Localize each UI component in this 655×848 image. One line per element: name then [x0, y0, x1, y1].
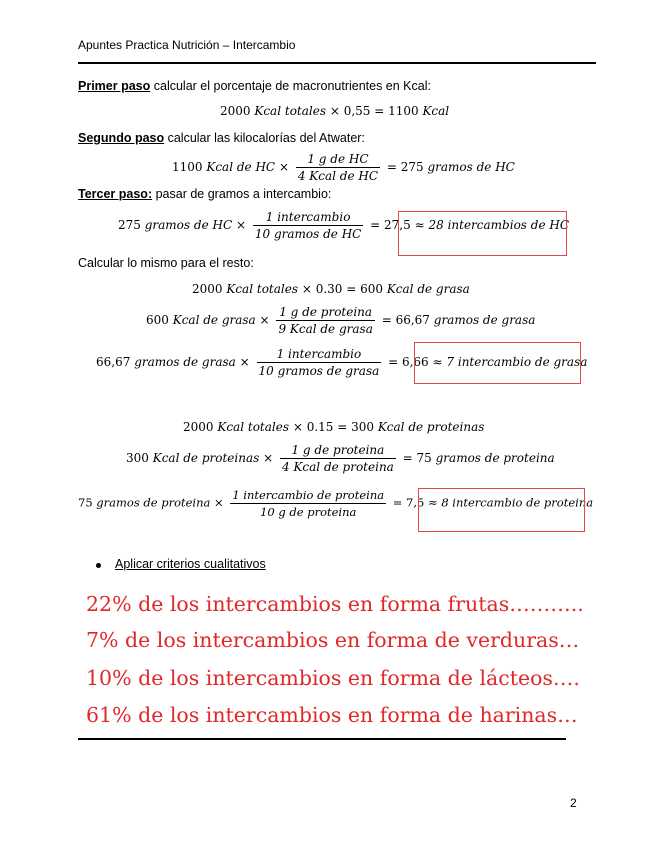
fraction-numerator: 1 intercambio [253, 210, 363, 226]
rest-intro: Calcular lo mismo para el resto: [78, 256, 254, 270]
fraction-numerator: 1 intercambio de proteina [232, 488, 385, 502]
eq-fraction [253, 210, 363, 241]
eq-value: 600 [146, 313, 169, 327]
eq-operator: × 0.15 = 300 [292, 420, 375, 434]
eq-value: 75 [78, 495, 93, 510]
eq-operator: × [263, 451, 274, 465]
eq-unit: gramos de HC [144, 218, 233, 232]
step1-line [78, 79, 431, 93]
eq-approx: ≈ [432, 355, 443, 369]
eq-result: gramos de grasa [433, 313, 536, 327]
eq-value: 2000 [192, 282, 223, 296]
eq-value: 300 [126, 451, 149, 465]
fraction-denominator: 4 Kcal de HC [297, 169, 379, 183]
eq-operator: × [278, 160, 290, 174]
eq-result: 8 intercambio de proteina [441, 495, 594, 510]
eq-unit: Kcal de HC [206, 160, 276, 174]
fat-equation-1 [192, 282, 470, 296]
header-rule [78, 62, 596, 64]
eq-operator: × [239, 355, 250, 369]
highlight-box-fat [414, 342, 581, 384]
fraction-numerator: 1 intercambio [257, 347, 382, 363]
eq-value: 275 [118, 218, 141, 232]
eq-result: Kcal [422, 104, 450, 118]
step2-equation [172, 152, 515, 183]
eq-approx: ≈ [414, 218, 425, 232]
protein-equation-2 [126, 443, 555, 474]
eq-equals: = 7,5 [392, 495, 425, 510]
eq-approx: ≈ [428, 495, 438, 510]
fraction-numerator: 1 g de HC [296, 152, 380, 168]
step1-text: calcular el porcentaje de macronutrientes en Kcal: [150, 79, 431, 93]
fraction-denominator: 9 Kcal de grasa [278, 322, 373, 336]
step2-text: calcular las kilocalorías del Atwater: [164, 131, 365, 145]
bullet-text: Aplicar criterios cualitativos [115, 557, 266, 571]
step3-text: pasar de gramos a intercambio: [152, 187, 332, 201]
eq-unit: gramos de grasa [134, 355, 236, 369]
document-header: Apuntes Practica Nutrición – Intercambio [78, 38, 296, 52]
eq-equals: = 275 [386, 160, 424, 174]
eq-fraction [257, 347, 382, 378]
eq-result: Kcal de proteinas [377, 420, 485, 434]
eq-fraction [276, 305, 374, 336]
eq-fraction [280, 443, 396, 474]
step2-line [78, 131, 365, 145]
fat-equation-2 [146, 305, 535, 336]
eq-result: 28 intercambios de HC [428, 218, 570, 232]
eq-result: gramos de proteina [435, 451, 555, 465]
protein-equation-1 [183, 420, 484, 434]
eq-equals: = 66,67 [381, 313, 430, 327]
eq-value: 2000 [220, 104, 251, 118]
eq-unit: Kcal totales [254, 104, 326, 118]
eq-value: 66,67 [96, 355, 131, 369]
eq-fraction [230, 488, 386, 519]
eq-result: 7 intercambio de grasa [446, 355, 588, 369]
criteria-line-dairy: 10% de los intercambios en forma de lácteos…. [86, 666, 580, 690]
eq-equals: = 75 [402, 451, 432, 465]
step3-label: Tercer paso: [78, 187, 153, 201]
bullet-icon [96, 563, 101, 568]
eq-result: gramos de HC [427, 160, 515, 174]
step1-label: Primer paso [78, 79, 151, 93]
fraction-denominator: 10 gramos de HC [254, 227, 362, 241]
highlight-box-hc [398, 211, 570, 256]
criteria-underline [78, 738, 566, 740]
criteria-line-vegetables: 7% de los intercambios en forma de verduras… [86, 628, 580, 652]
eq-result: Kcal de grasa [386, 282, 470, 296]
highlight-box-protein [418, 488, 585, 532]
fraction-denominator: 10 g de proteina [260, 505, 357, 519]
eq-equals: = 27,5 [370, 218, 411, 232]
eq-unit: Kcal de proteinas [152, 451, 260, 465]
eq-fraction [296, 152, 380, 183]
eq-unit: Kcal de grasa [172, 313, 256, 327]
eq-operator: × [259, 313, 270, 327]
step1-equation [220, 104, 449, 118]
eq-equals: = 6,66 [388, 355, 429, 369]
eq-value: 2000 [183, 420, 214, 434]
eq-operator: × 0,55 = 1100 [329, 104, 419, 118]
fraction-denominator: 10 gramos de grasa [258, 364, 380, 378]
criteria-line-flours: 61% de los intercambios en forma de harinas… [86, 703, 578, 727]
eq-unit: Kcal totales [217, 420, 289, 434]
eq-operator: × 0.30 = 600 [301, 282, 384, 296]
criteria-line-fruits: 22% de los intercambios en forma frutas……….. [86, 592, 584, 616]
eq-operator: × [235, 218, 247, 232]
eq-value: 1100 [172, 160, 203, 174]
step3-line [78, 187, 331, 201]
eq-operator: × [214, 495, 224, 510]
eq-unit: Kcal totales [226, 282, 298, 296]
eq-unit: gramos de proteina [96, 495, 211, 510]
page-number: 2 [570, 796, 577, 810]
fraction-numerator: 1 g de proteina [280, 443, 396, 459]
fraction-numerator: 1 g de proteina [276, 305, 374, 321]
step2-label: Segundo paso [78, 131, 165, 145]
fraction-denominator: 4 Kcal de proteina [282, 460, 394, 474]
